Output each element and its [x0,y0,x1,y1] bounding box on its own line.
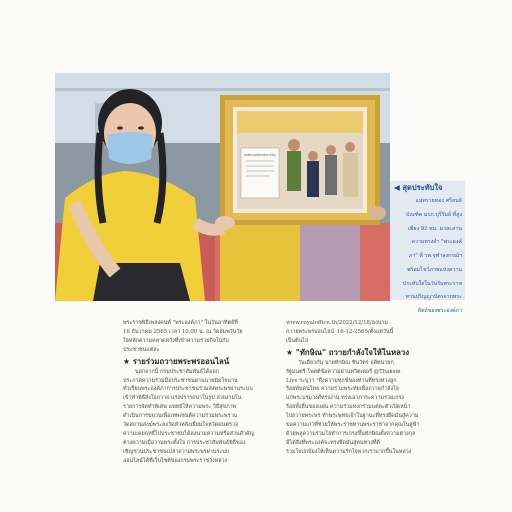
certificate-text: ขอพระองค์ทรงพระเจริญ [244,153,276,157]
left-paragraph-1 [123,319,278,355]
right-paragraph-2 [286,359,441,457]
text-line: รายการจัดทำพิเศษ แพทย์ให้ความพระ วิธีสุขภาพ [123,404,237,411]
text-line: พระราชพิธีเพลงคนท์ "พระองค์ภา" ในวันอาทิตย์ที่ [123,320,238,326]
left-heading: ★ รายร่วมถวายพระพรออนไลน์ [123,356,230,366]
text-line: ทั่วเรียนพระองค์ภาการประชาชนร่วมส่งพระพรผ่านระบบ [123,386,253,393]
text-line: พร้อมโชว์ภาพแห่งความ [407,266,462,273]
text-line: ทานปริญญาบัตรจากพระ [405,294,462,301]
caption-body [394,197,462,315]
text-line: ไปถวายพระพร ทำพระพุทธเจ้าในฐานะที่ทรงยึดมั่นสู่ความ [286,413,419,420]
text-line: 16 ธันวาคม 2565 เวลา 10.00 น. ณ วัดอัมพวันวัย [123,328,243,335]
news-photo [55,73,390,301]
text-line: www.royaloffice.th/2022/12/18/ลงนาม [286,320,388,326]
text-line: ประกาศความร่วมมือประชาชนผ่านนายมิดใจนาน [123,377,238,384]
text-line: เป็นต้นไป [286,337,309,344]
photo-caption [390,181,465,314]
text-line: แม่ทรายทอง ศรีสนธิ [415,198,462,205]
text-line: ภา" ที่ รพ.จุฬาลงกรณ์ฯ [408,253,462,260]
text-line: วัดสถานสงฆ์พระลงวัดหัวหลังเยี่ยมใจหวัดคนตรวจ [123,422,239,429]
text-line: รัฐมนตรี โพสต์ข้อความผ่านทวิตเตอร์ @Thaksin [286,368,401,375]
text-line: ดำเนินการขบวนเพื่อเทพเซนต์ความร่วมพระพร ณ [123,413,238,420]
text-line: ร้อยพันคนไทย ความร่วมพระทัยเพื่อถวายกำลังใจ [286,386,399,393]
text-line: มีได้สิ่งที่พระองค์จะทรงยึดมั่นสู่หนทางที่ดี [286,439,380,446]
text-line: ด้วยพลูความร่วมใจทำการเกรงขึ้นทักษิณตั้งความต่างกุล [286,430,416,437]
right-paragraph-1 [286,319,441,346]
text-line: แก่พระบรมวงศ์ทรงงาน ทรงเอาภาระความร่วมเกรง [286,395,405,402]
article-column-left [123,319,278,466]
text-line: รวมใจปกป้องให้เห็นความรักใจพวกเรามากขึ้นในหลวง [286,448,412,455]
text-line: ขอความเก่าที่ช่วยให้พระราชทานพระราชาจากคุณในสู่ฟ้า [286,422,420,429]
text-line: เพียง 92 ซม. มาสะสาน [408,225,462,232]
text-line: ถวายพระพรออนไลน์_16-12-2565/ตั้งแต่วันนี้ [286,328,394,335]
right-heading: ★ "ทักษิณ" ถวายกำลังใจให้ในหลวง [286,347,410,357]
text-line: ประทับใจในวันรับพระราช [402,280,462,287]
text-line: เข้าทำพิธีส่งใจถวาย แรงปรารถนาในรูป สวยงามใน [123,395,242,402]
text-line: ความทรงจำ "พระองค์ [411,239,462,246]
text-line: ใจหลักความคลาดหวังที่เข้าความร่วมกิจในกับ [123,337,229,344]
text-line: ร้อยทั้งสิ้นของแผ่น ความร่วมหงกร่วมแต่ละตัวเปิดหน้า [286,404,411,411]
text-line: บัณฑิต มรภ.บุรีรัมย์ ที่สูง [406,212,462,218]
text-line: ต่างความเมื่อวานพระตั้งใจ การประชาสัมพันธ์พิธีของ [123,439,246,446]
caption-title-mark: ◀ [394,183,403,192]
text-line: ประชาชนแต่ละ [123,346,160,353]
text-line: เชิญชวนประชาชนเปล่าถวายพระพรผ่านระบบ [123,448,230,455]
caption-title: ◀ สุดประทับใจ [394,183,443,192]
text-line: Live ระบุว่า "ถึงความทุกข์ของท่านที่ทรงห่วงลูก [286,377,397,384]
left-paragraph-2 [123,368,278,466]
text-line: ความเคยฤทธิ์ไปประชาชนได้ลงนามความหรือส่วนสำคัญ [123,430,255,437]
text-line: ออนไลน์ได้ที่เว็บไซต์ของกรมพระราชวังหลวง [123,457,228,464]
text-line: หัตถ์ของพระองค์ภา [417,307,462,314]
article-column-right [286,319,441,457]
text-line: นอกจากนี้ กรมประชาสัมพันธ์ได้ออก [135,368,219,375]
text-line: วันเดียวกัน นายทักษิณ ชินวัตร อดีตนายก [298,359,394,366]
